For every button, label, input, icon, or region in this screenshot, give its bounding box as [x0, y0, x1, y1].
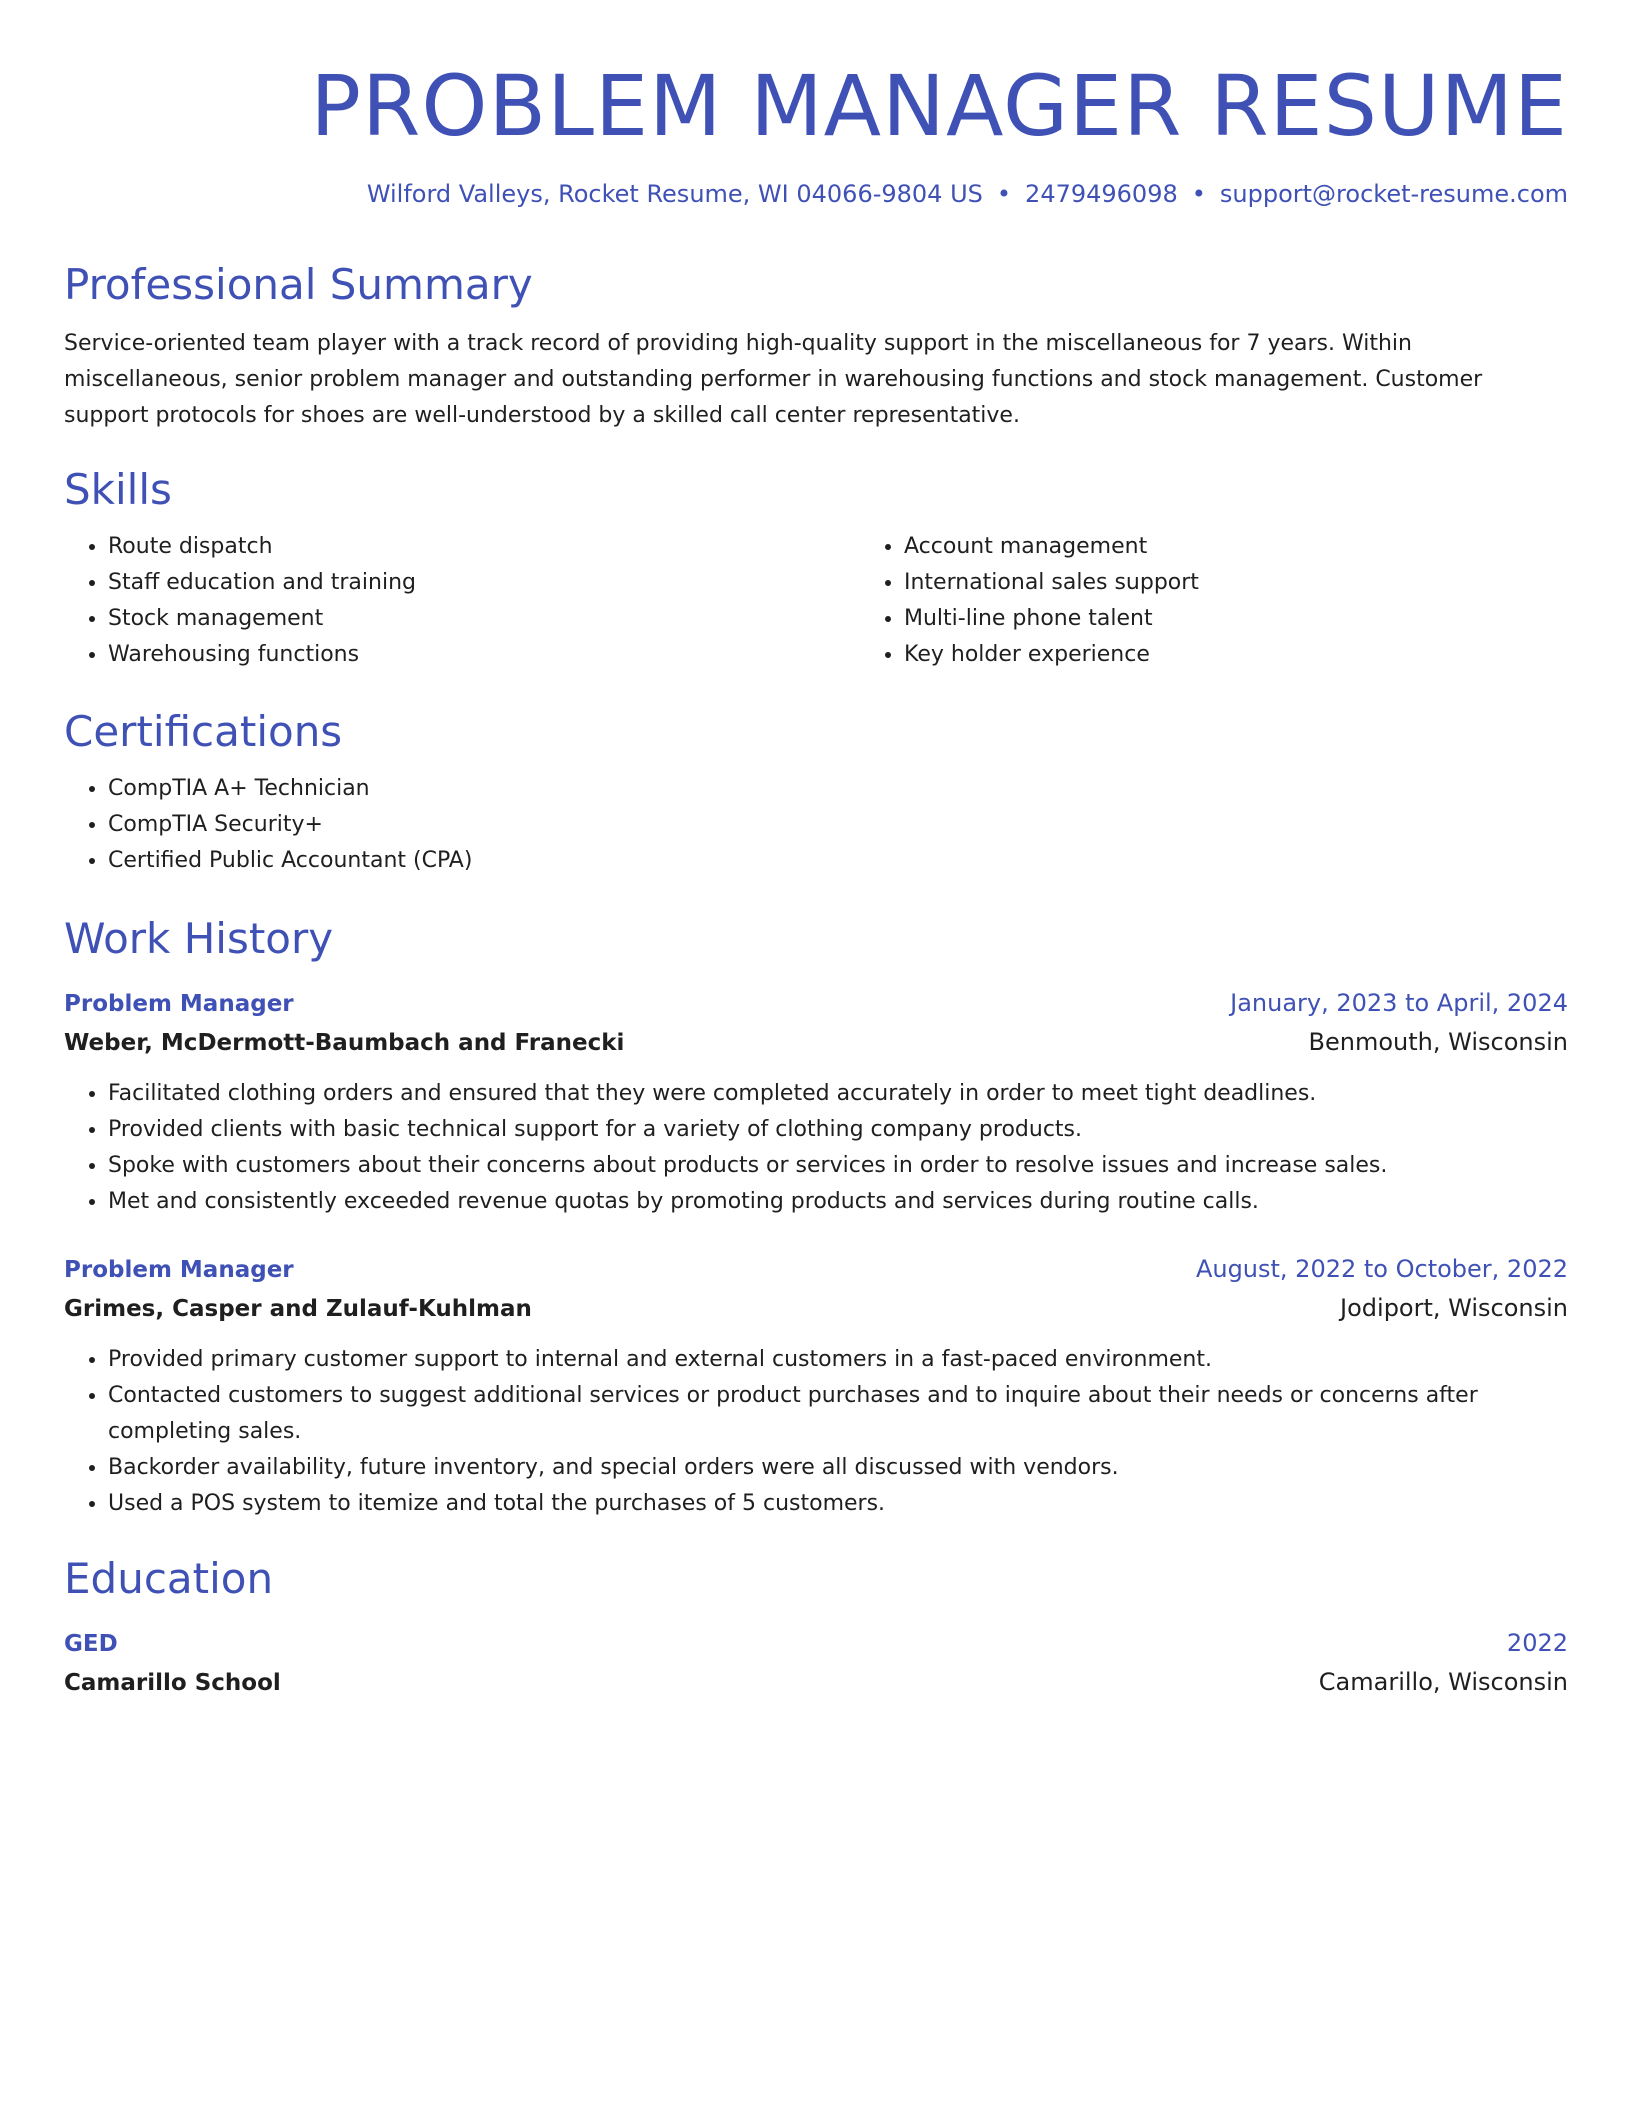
education-location: Camarillo, Wisconsin: [1318, 1668, 1568, 1696]
job-dates: August, 2022 to October, 2022: [1195, 1255, 1568, 1283]
job-title: Problem Manager: [64, 1257, 294, 1283]
skill-item: • Key holder experience: [904, 637, 1632, 673]
contact-phone: 2479496098: [1025, 180, 1178, 208]
education-school: Camarillo School: [64, 1670, 281, 1696]
skills-list-right: [860, 529, 1632, 673]
job-location: Benmouth, Wisconsin: [1308, 1028, 1568, 1056]
skill-item: • Route dispatch: [108, 529, 860, 565]
job-bullet: • Facilitated clothing orders and ensured that they were completed accurately in order to meet tight deadlines.: [108, 1076, 1568, 1112]
work-history-heading: Work History: [64, 914, 334, 963]
education-entry: [64, 1624, 1568, 1702]
job-bullet: • Backorder availability, future inventory, and special orders were all discussed with vendors.: [108, 1450, 1568, 1486]
contact-separator: •: [1191, 180, 1206, 208]
education-year: 2022: [1506, 1629, 1568, 1657]
education-heading: Education: [64, 1554, 274, 1603]
summary-section: [64, 258, 1568, 434]
education-school-row: [64, 1663, 1568, 1702]
job-entry: [64, 1250, 1568, 1522]
skill-item: • Account management: [904, 529, 1632, 565]
skill-item: • Stock management: [108, 601, 860, 637]
summary-heading: Professional Summary: [64, 260, 533, 309]
resume-title: PROBLEM MANAGER RESUME: [310, 57, 1568, 155]
job-bullets: [64, 1342, 1568, 1522]
job-title: Problem Manager: [64, 991, 294, 1017]
skills-grid: [64, 517, 1568, 673]
skills-heading: Skills: [64, 465, 172, 514]
contact-separator: •: [996, 180, 1012, 208]
education-degree: GED: [64, 1631, 118, 1657]
job-bullet: • Provided primary customer support to internal and external customers in a fast-paced environment.: [108, 1342, 1568, 1378]
job-bullet: • Provided clients with basic technical support for a variety of clothing company products.: [108, 1112, 1568, 1148]
certification-item: • CompTIA A+ Technician: [108, 771, 1568, 807]
job-bullet: • Met and consistently exceeded revenue quotas by promoting products and services during routine calls.: [108, 1184, 1568, 1220]
job-title-row: [64, 1250, 1568, 1289]
job-dates: January, 2023 to April, 2024: [1230, 989, 1568, 1017]
job-company: Grimes, Casper and Zulauf-Kuhlman: [64, 1296, 532, 1322]
certification-item: • Certified Public Accountant (CPA): [108, 843, 1568, 879]
skill-item: • Warehousing functions: [108, 637, 860, 673]
certifications-heading: Certifications: [64, 707, 343, 756]
summary-text: Service-oriented team player with a track record of providing high-quality support in the miscellaneous for 7 years. Within miscellaneous, senior problem manager and outstanding performer in warehousing functions and stock management. Customer support protocols for shoes are well-understood by a skilled call center representative.: [64, 331, 1483, 428]
contact-line: [367, 180, 1568, 208]
work-history-section: [64, 912, 1568, 1522]
job-location: Jodiport, Wisconsin: [1340, 1294, 1568, 1322]
job-company-row: [64, 1023, 1568, 1062]
certifications-section: [64, 705, 1568, 879]
skill-item: • Multi-line phone talent: [904, 601, 1632, 637]
job-bullet: • Spoke with customers about their concerns about products or services in order to resolve issues and increase sales.: [108, 1148, 1568, 1184]
resume-header: [64, 0, 1568, 156]
certifications-list: [64, 771, 1568, 879]
contact-address: Wilford Valleys, Rocket Resume, WI 04066-9804 US: [366, 180, 983, 208]
education-section: [64, 1552, 1568, 1702]
job-title-row: [64, 984, 1568, 1023]
job-bullets: [64, 1076, 1568, 1220]
skill-item: • Staff education and training: [108, 565, 860, 601]
skill-item: • International sales support: [904, 565, 1632, 601]
contact-email: support@rocket-resume.com: [1219, 180, 1568, 208]
education-degree-row: [64, 1624, 1568, 1663]
job-entry: [64, 984, 1568, 1220]
job-bullet: • Used a POS system to itemize and total the purchases of 5 customers.: [108, 1486, 1568, 1522]
job-company-row: [64, 1289, 1568, 1328]
job-company: Weber, McDermott-Baumbach and Franecki: [64, 1030, 625, 1056]
skills-list-left: [64, 529, 860, 673]
skills-section: [64, 463, 1568, 673]
job-bullet: • Contacted customers to suggest additional services or product purchases and to inquire about their needs or concerns after completing sales.: [108, 1378, 1568, 1450]
certification-item: • CompTIA Security+: [108, 807, 1568, 843]
